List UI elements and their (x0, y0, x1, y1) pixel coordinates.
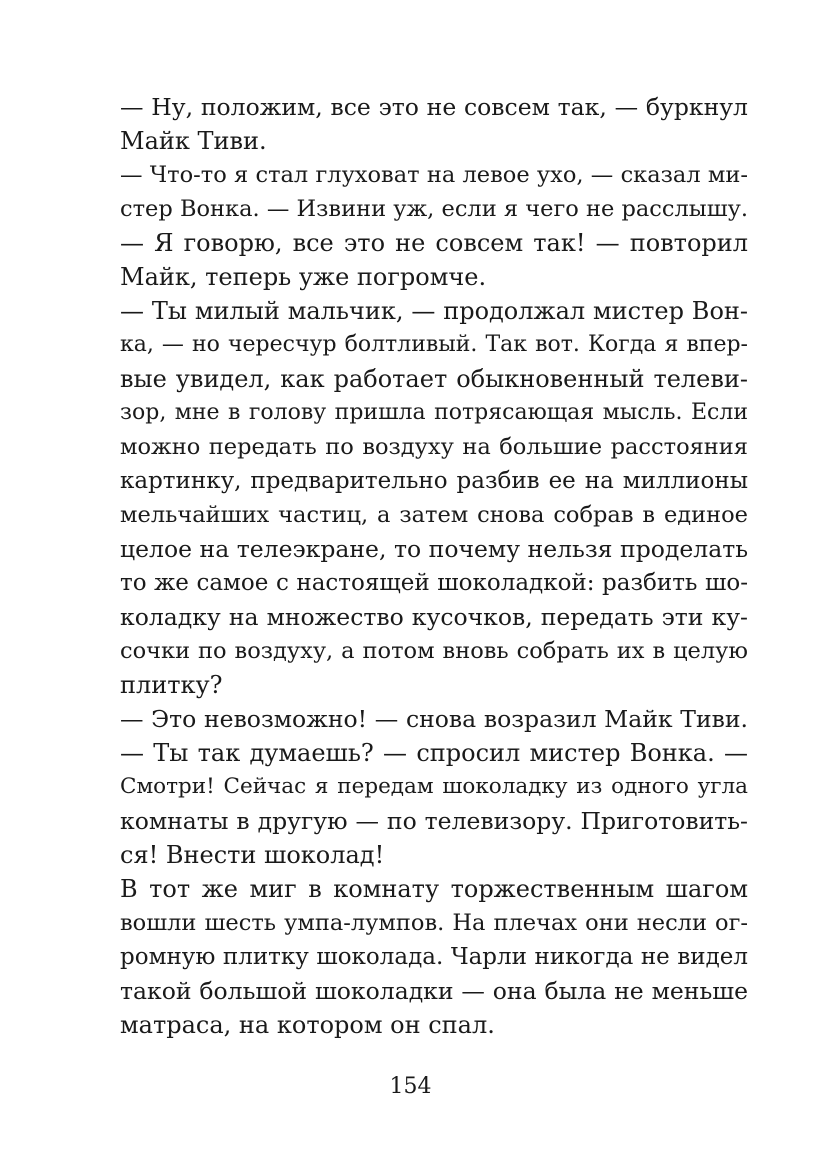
text-line: то же самое с настоящей шоколадкой: разбить шо- (120, 570, 748, 596)
text-line: стер Вонка. — Извини уж, если я чего не расслышу. (120, 196, 748, 222)
text-line: — Что-то я стал глуховат на левое ухо, — сказал ми- (120, 162, 748, 188)
text-line: вые увидел, как работает обыкновенный телеви- (120, 365, 748, 393)
text-line: такой большой шоколадки — она была не меньше (120, 977, 748, 1005)
text-line: — Ты так думаешь? — спросил мистер Вонка. — (120, 739, 748, 767)
text-line: В тот же миг в комнату торжественным шагом (120, 875, 748, 903)
text-line: ся! Внести шоколад! (120, 841, 385, 869)
text-line: матраса, на котором он спал. (120, 1011, 495, 1039)
text-line: комнаты в другую — по телевизору. Приготовить- (120, 807, 748, 835)
text-line: можно передать по воздуху на большие расстояния (120, 434, 748, 460)
text-line: — Я говорю, все это не совсем так! — повторил (120, 229, 748, 257)
text-line: — Это невозможно! — снова возразил Майк Тиви. (120, 705, 748, 733)
text-line: картинку, предварительно разбив ее на миллионы (120, 468, 748, 494)
text-line: — Ты милый мальчик, — продолжал мистер Вон- (120, 297, 748, 325)
body-text (120, 90, 748, 1042)
text-line: ка, — но чересчур болтливый. Так вот. Когда я впер- (120, 332, 748, 357)
text-line: ромную плитку шоколада. Чарли никогда не видел (120, 944, 748, 970)
text-line: сочки по воздуху, а потом вновь собрать их в целую (120, 638, 748, 664)
text-line: плитку? (120, 671, 223, 699)
text-line: Смотри! Сейчас я передам шоколадку из одного угла (120, 774, 748, 799)
text-line: — Ну, положим, все это не совсем так, — буркнул (120, 93, 748, 121)
text-line: коладку на множество кусочков, передать эти ку- (120, 603, 748, 631)
text-line: зор, мне в голову пришла потрясающая мысль. Если (120, 400, 748, 425)
text-line: Майк Тиви. (120, 127, 267, 155)
text-line: мельчайших частиц, а затем снова собрав в единое (120, 502, 748, 528)
text-line: целое на телеэкране, то почему нельзя проделать (120, 535, 748, 563)
text-line: вошли шесть умпа-лумпов. На плечах они несли ог- (120, 910, 748, 936)
page-number: 154 (389, 1074, 432, 1099)
text-line: Майк, теперь уже погромче. (120, 263, 487, 291)
